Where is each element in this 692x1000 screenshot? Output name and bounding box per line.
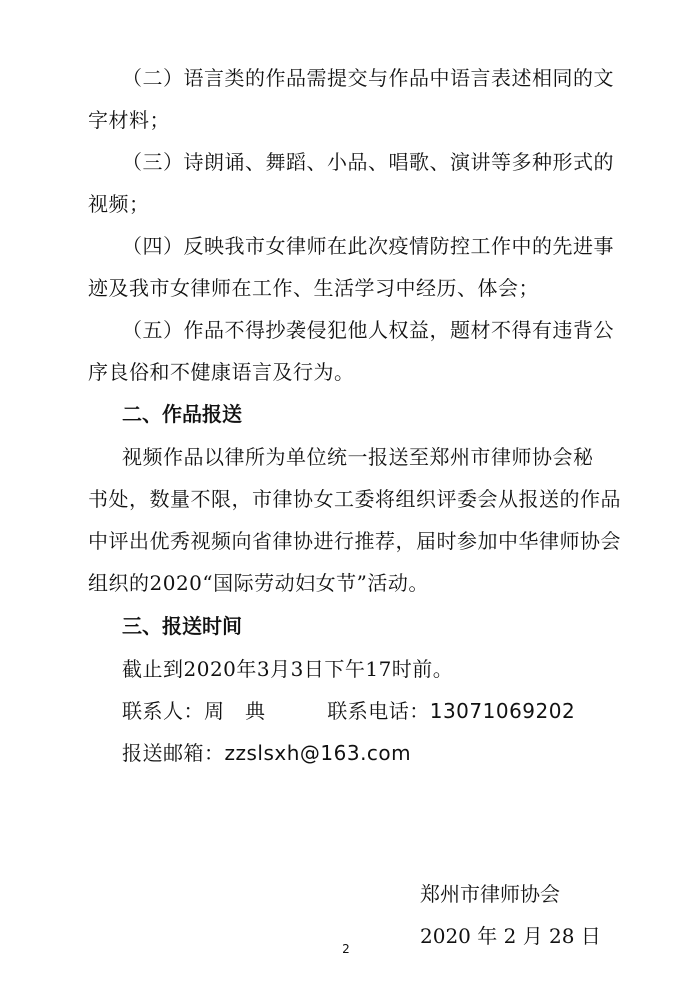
section-2-line-3: 中评出优秀视频向省律协进行推荐，届时参加中华律师协会 bbox=[88, 529, 621, 553]
contact-row bbox=[122, 697, 650, 725]
item-4-line-1: （四）反映我市女律师在此次疫情防控工作中的先进事 bbox=[122, 234, 614, 258]
page-number: 2 bbox=[342, 942, 350, 956]
phone-label: 联系电话： bbox=[327, 699, 430, 723]
deadline-text: 截止到2020年3月3日下午17时前。 bbox=[122, 657, 454, 681]
item-5-line-2: 序良俗和不健康语言及行为。 bbox=[88, 360, 355, 384]
item-2-line-1: （二）语言类的作品需提交与作品中语言表述相同的文 bbox=[122, 66, 614, 90]
section-2-heading: 二、作品报送 bbox=[122, 402, 242, 426]
item-3-line-1: （三）诗朗诵、舞蹈、小品、唱歌、演讲等多种形式的 bbox=[122, 150, 614, 174]
email-label: 报送邮箱： bbox=[122, 741, 225, 765]
item-5-line-1: （五）作品不得抄袭侵犯他人权益，题材不得有违背公 bbox=[122, 318, 614, 342]
signature-date: 2020 年 2 月 28 日 bbox=[420, 924, 601, 948]
item-3-line-2: 视频； bbox=[88, 192, 150, 216]
phone-number: 13071069202 bbox=[429, 699, 576, 723]
item-2-line-2: 字材料； bbox=[88, 108, 170, 132]
item-4-line-2: 迹及我市女律师在工作、生活学习中经历、体会； bbox=[88, 276, 539, 300]
email-address: zzslsxh@163.com bbox=[224, 741, 412, 765]
section-2-line-1: 视频作品以律所为单位统一报送至郑州市律师协会秘 bbox=[122, 445, 594, 469]
contact-person: 联系人：周 典 bbox=[122, 699, 266, 723]
email-row bbox=[122, 739, 650, 767]
section-3-heading: 三、报送时间 bbox=[122, 614, 242, 638]
section-2-line-4: 组织的2020“国际劳动妇女节”活动。 bbox=[88, 571, 429, 595]
signature-organization: 郑州市律师协会 bbox=[420, 882, 560, 906]
section-2-line-2: 书处，数量不限，市律协女工委将组织评委会从报送的作品 bbox=[88, 487, 621, 511]
